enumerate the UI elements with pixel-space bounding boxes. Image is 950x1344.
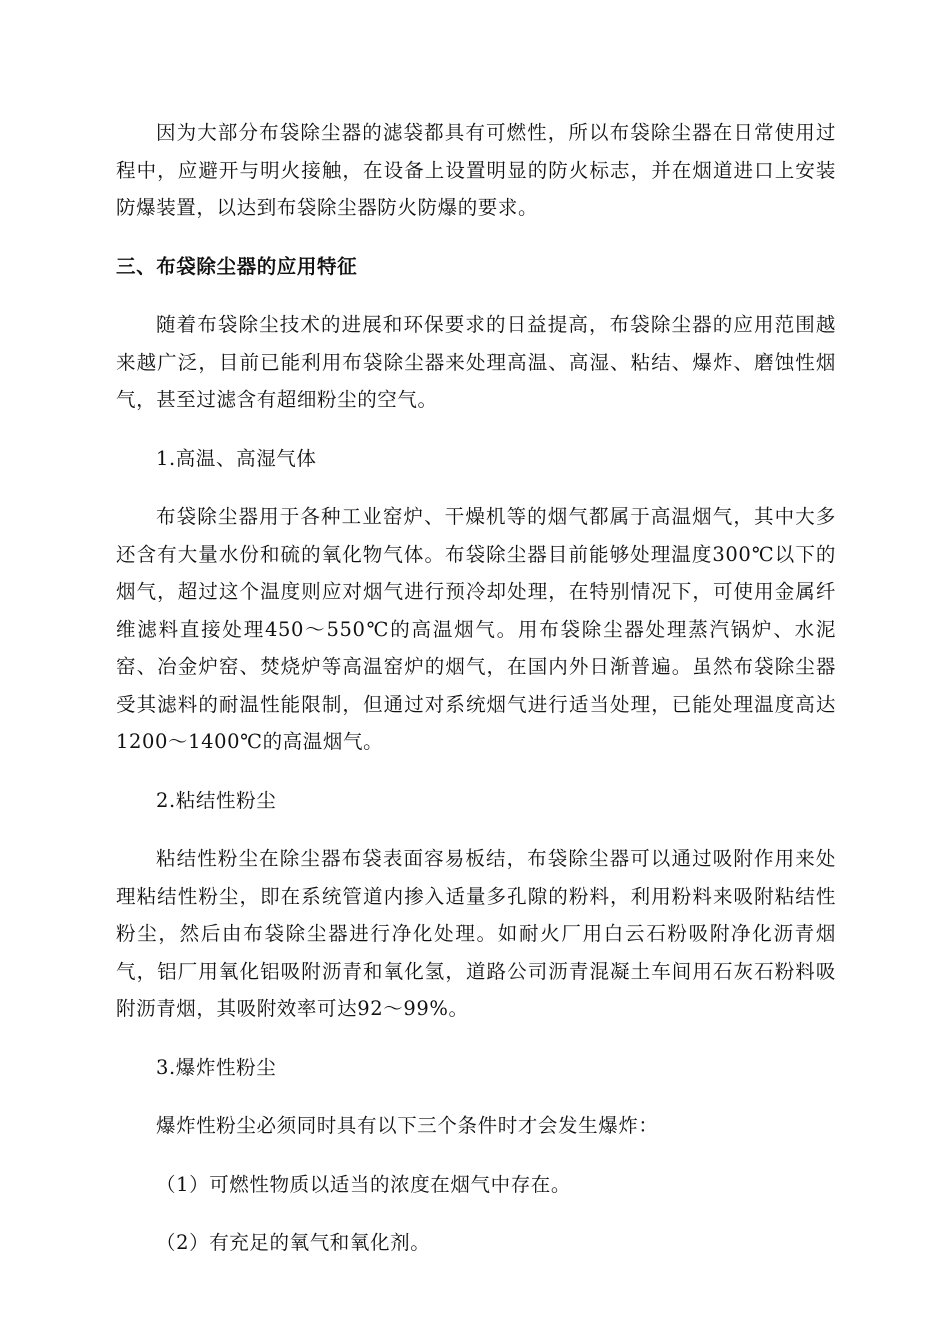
subheading-high-temp-humidity: 1.高温、高湿气体 — [156, 446, 317, 470]
document-body — [116, 114, 836, 1262]
paragraph-fire-prevention: 因为大部分布袋除尘器的滤袋都具有可燃性，所以布袋除尘器在日常使用过程中，应避开与明火接触，在设备上设置明显的防火标志，并在烟道进口上安装防爆装置，以达到布袋除尘器防火防爆的要求。 — [116, 121, 836, 219]
section-heading-application-features: 三、布袋除尘器的应用特征 — [116, 254, 358, 278]
paragraph-high-temp-humidity: 布袋除尘器用于各种工业窑炉、干燥机等的烟气都属于高温烟气，其中大多还含有大量水份和硫的氧化物气体。布袋除尘器目前能够处理温度300℃以下的烟气，超过这个温度则应对烟气进行预冷却处理，在特别情况下，可使用金属纤维滤料直接处理450～550℃的高温烟气。用布袋除尘器处理蒸汽锅炉、水泥窑、冶金炉窑、焚烧炉等高温窑炉的烟气，在国内外日渐普遍。虽然布袋除尘器受其滤料的耐温性能限制，但通过对系统烟气进行适当处理，已能处理温度高达1200～1400℃的高温烟气。 — [116, 505, 836, 753]
paragraph-sticky-dust: 粘结性粉尘在除尘器布袋表面容易板结，布袋除尘器可以通过吸附作用来处理粘结性粉尘，即在系统管道内掺入适量多孔隙的粉料，利用粉料来吸附粘结性粉尘，然后由布袋除尘器进行净化处理。如耐火厂用白云石粉吸附净化沥青烟气，铝厂用氧化铝吸附沥青和氧化氢，道路公司沥青混凝土车间用石灰石粉料吸附沥青烟，其吸附效率可达92～99%。 — [116, 847, 836, 1020]
subheading-explosive-dust: 3.爆炸性粉尘 — [156, 1055, 277, 1079]
list-item-condition-1: （1）可燃性物质以适当的浓度在烟气中存在。 — [156, 1172, 572, 1196]
paragraph-explosive-dust-conditions: 爆炸性粉尘必须同时具有以下三个条件时才会发生爆炸： — [156, 1114, 659, 1137]
paragraph-application-overview: 随着布袋除尘技术的进展和环保要求的日益提高，布袋除尘器的应用范围越来越广泛，目前已能利用布袋除尘器来处理高温、高湿、粘结、爆炸、磨蚀性烟气，甚至过滤含有超细粉尘的空气。 — [116, 313, 836, 411]
list-item-condition-2: （2）有充足的氧气和氧化剂。 — [156, 1231, 431, 1254]
subheading-sticky-dust: 2.粘结性粉尘 — [156, 788, 277, 812]
